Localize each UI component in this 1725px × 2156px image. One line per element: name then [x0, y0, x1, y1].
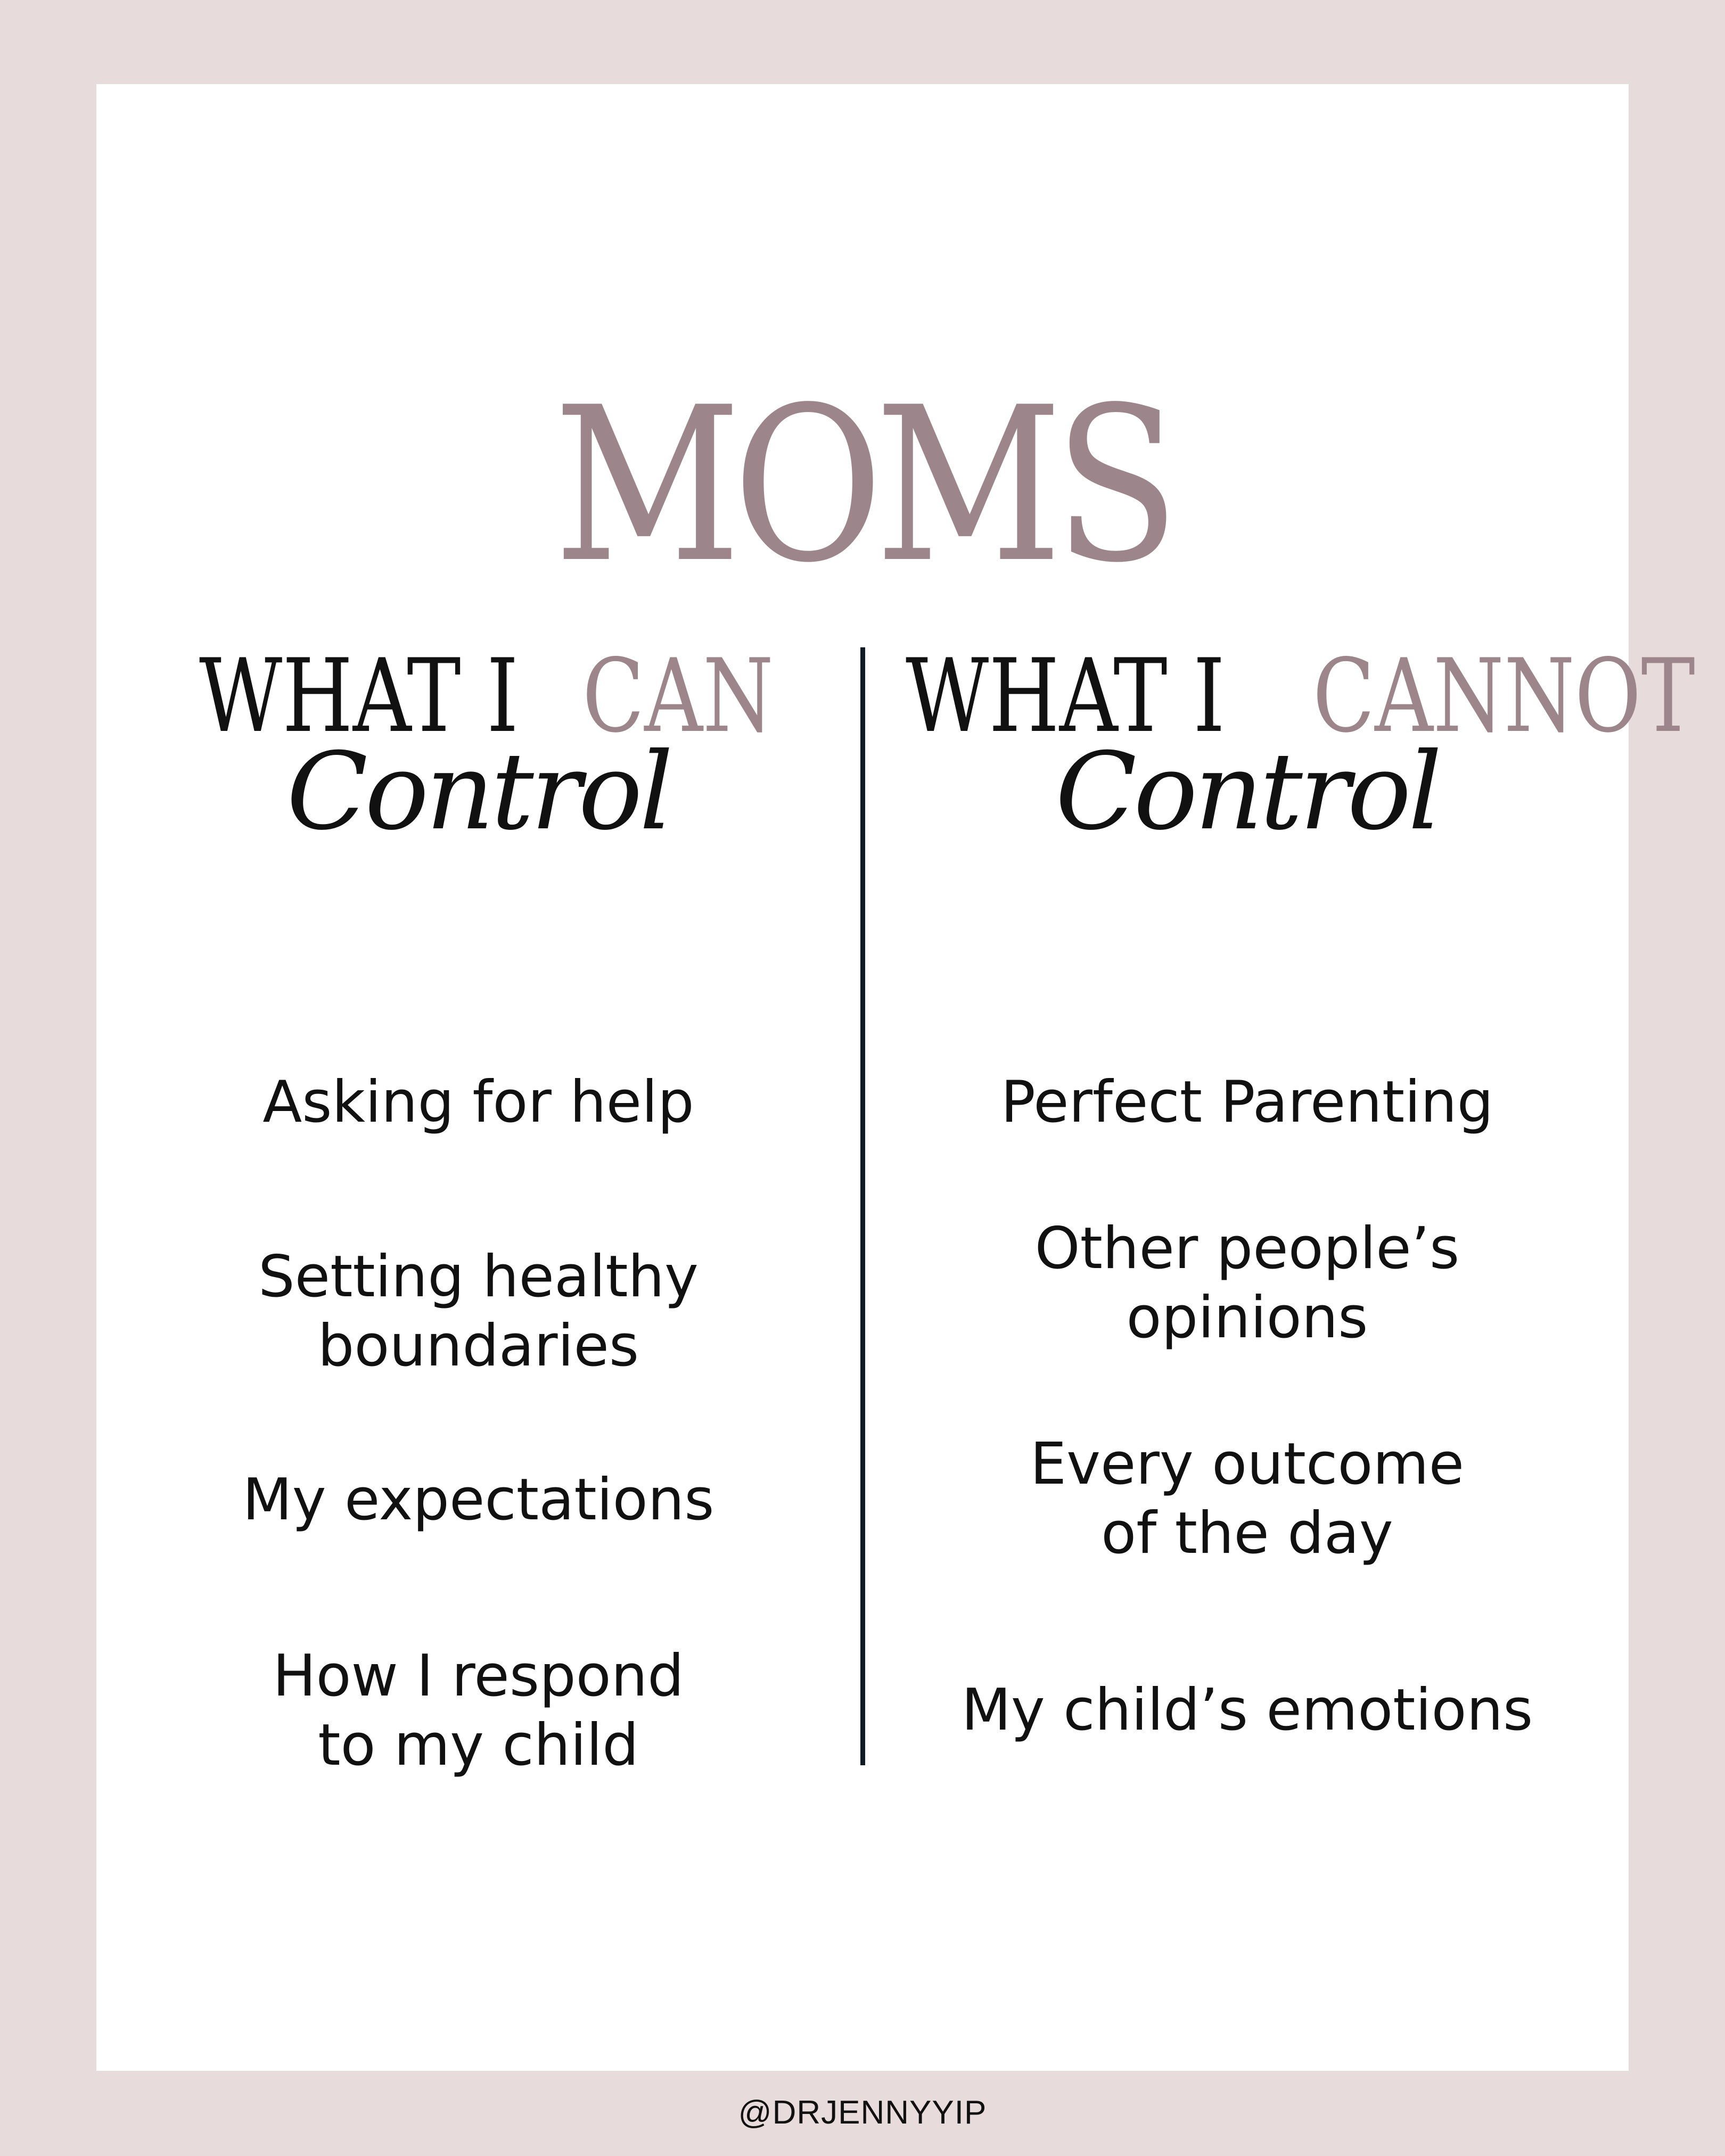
- content-card: [96, 84, 1695, 2071]
- column-divider: [860, 647, 865, 1765]
- list-item: Setting healthy boundaries: [258, 1244, 699, 1379]
- list-item: Asking for help: [262, 1069, 694, 1135]
- heading-accent-word: CANNOT: [1312, 637, 1695, 755]
- list-item: Every outcome of the day: [1030, 1431, 1465, 1567]
- list-item: How I respond to my child: [273, 1643, 684, 1779]
- script-subheading: Control: [286, 730, 670, 854]
- heading-prefix: WHAT I: [199, 637, 519, 755]
- list-item: Other people’s opinions: [1034, 1215, 1460, 1351]
- list-item: My child’s emotions: [961, 1677, 1533, 1743]
- script-subheading: Control: [1055, 730, 1439, 854]
- list-item: Perfect Parenting: [1000, 1069, 1494, 1135]
- heading-accent-word: CAN: [582, 637, 774, 755]
- social-handle: @DRJENNYYIP: [738, 2094, 987, 2131]
- heading-prefix: WHAT I: [905, 637, 1225, 755]
- page-title: MOMS: [553, 362, 1172, 610]
- list-item: My expectations: [242, 1467, 714, 1533]
